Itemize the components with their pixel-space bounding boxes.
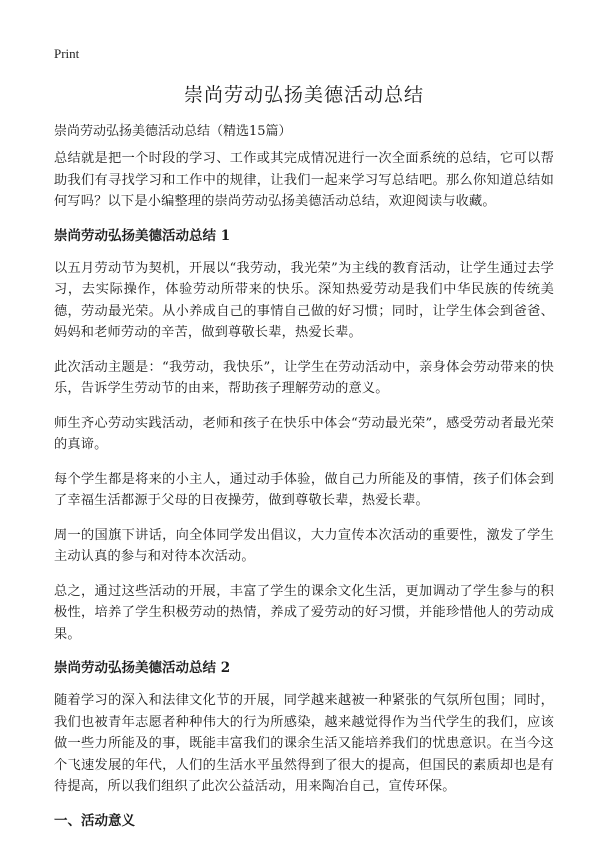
page-title: 崇尚劳动弘扬美德活动总结: [183, 84, 424, 106]
section-1-paragraph: 每个学生都是将来的小主人，通过动手体验，做自己力所能及的事情，孩子们体会到了幸福生活都源于父母的日夜操劳，做到尊敬长辈，热爱长辈。: [54, 471, 554, 508]
section-1-paragraph: 师生齐心劳动实践活动，老师和孩子在快乐中体会“劳动最光荣”，感受劳动者最光荣的真谛。: [54, 415, 554, 452]
section-3-heading: 一、活动意义: [54, 812, 135, 829]
section-1-paragraph: 以五月劳动节为契机，开展以“我劳动，我光荣”为主线的教育活动，让学生通过去学习，去实际操作，体验劳动所带来的快乐。深知热爱劳动是我们中华民族的传统美德，劳动最光荣。从小养成自己的事情自己做的好习惯；同时，让学生体会到爸爸、妈妈和老师劳动的辛苦，做到尊敬长辈，热爱长辈。: [54, 260, 554, 340]
section-1-paragraph: 周一的国旗下讲话，向全体同学发出倡议，大力宣传本次活动的重要性，激发了学生主动认真的参与和对待本次活动。: [54, 527, 554, 564]
section-1-heading: 崇尚劳动弘扬美德活动总结 1: [54, 227, 231, 244]
print-link[interactable]: Print: [54, 46, 80, 61]
document-body: [54, 148, 554, 843]
section-2-paragraph: 随着学习的深入和法律文化节的开展，同学越来越被一种紧张的气氛所包围；同时，我们也被青年志愿者种种伟大的行为所感染，越来越觉得作为当代学生的我们，应该做一些力所能及的事，既能丰富我们的课余生活又能培养我们的忧患意识。在当今这个飞速发展的年代，人们的生活水平虽然得到了很大的提高，但国民的素质却也是有待提高，所以我们组织了此次公益活动，用来陶冶自己，宣传环保。: [54, 693, 554, 794]
document-subtitle: 崇尚劳动弘扬美德活动总结（精选15篇）: [54, 124, 292, 139]
section-1-paragraph: 此次活动主题是：“我劳动，我快乐”，让学生在劳动活动中，亲身体会劳动带来的快乐，告诉学生劳动节的由来，帮助孩子理解劳动的意义。: [54, 359, 554, 396]
section-2-heading: 崇尚劳动弘扬美德活动总结 2: [54, 660, 231, 676]
section-1-paragraph: 总之，通过这些活动的开展，丰富了学生的课余文化生活，更加调动了学生参与的积极性，培养了学生积极劳动的热情，养成了爱劳动的好习惯，并能珍惜他人的劳动成果。: [54, 583, 554, 642]
intro-paragraph: 总结就是把一个时段的学习、工作或其完成情况进行一次全面系统的总结，它可以帮助我们有寻找学习和工作中的规律，让我们一起来学习写总结吧。那么你知道总结如何写吗？以下是小编整理的崇尚劳动弘扬美德活动总结，欢迎阅读与收藏。: [54, 151, 554, 209]
